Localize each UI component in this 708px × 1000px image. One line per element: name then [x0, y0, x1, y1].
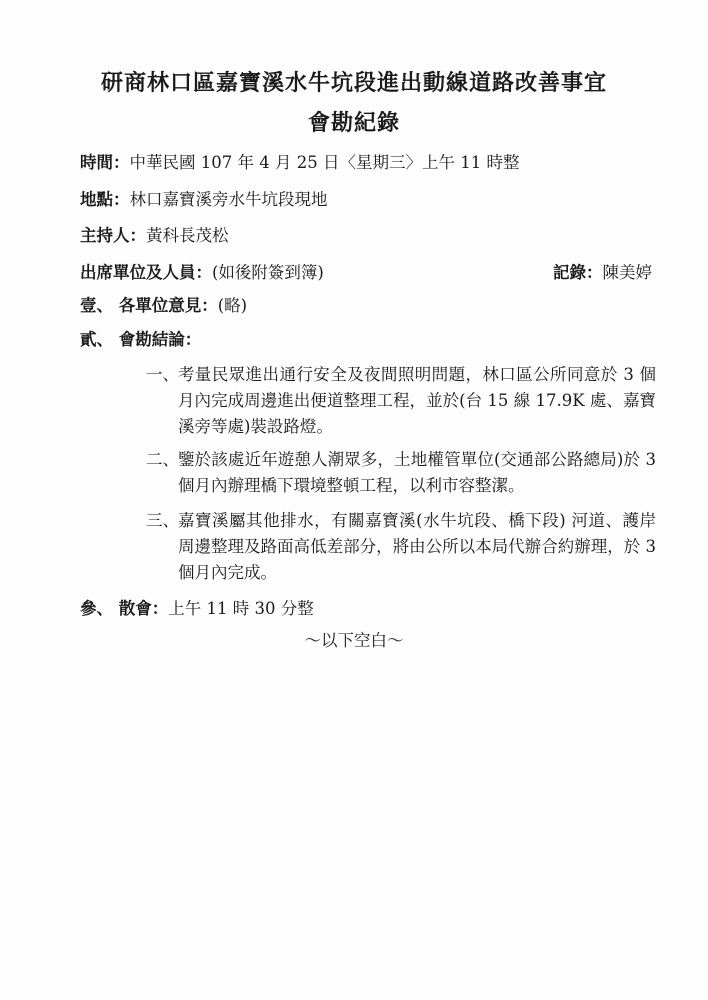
meeting-place — [80, 186, 328, 210]
document-subtitle: 會勘紀錄 — [307, 110, 400, 136]
meeting-host — [80, 222, 229, 246]
recorder-value: 陳美婷 — [602, 263, 652, 282]
section1-value: (略) — [217, 296, 248, 315]
section-opinions — [80, 292, 247, 316]
host-label: 主持人： — [80, 226, 146, 245]
conclusion-text: 考量民眾進出通行安全及夜間照明問題，林口區公所同意於 3 個月內完成周邊進出便道整理工程，並於(台 15 線 17.9K 處、嘉寶溪旁等處)裝設路燈。 — [178, 365, 656, 436]
host-value: 黃科長茂松 — [146, 226, 229, 245]
meeting-recorder — [553, 259, 652, 283]
document-title: 研商林口區嘉寶溪水牛坑段進出動線道路改善事宜 — [100, 70, 607, 96]
conclusion-number: 一、 — [146, 365, 179, 384]
conclusion-number: 三、 — [146, 511, 179, 530]
recorder-label: 記錄： — [553, 263, 603, 282]
section-conclusions — [80, 326, 201, 350]
conclusion-text: 鑒於該處近年遊憩人潮眾多，土地權管單位(交通部公路總局)於 3 個月內辦理橋下環境整頓工程，以利市容整潔。 — [178, 450, 656, 495]
section3-label: 參、 散會： — [80, 599, 169, 618]
section2-label: 貳、 會勘結論： — [80, 330, 202, 349]
conclusion-text: 嘉寶溪屬其他排水，有關嘉寶溪(水牛坑段、橋下段) 河道、護岸周邊整理及路面高低差部分，將由公所以本局代辦合約辦理，於 3 個月內完成。 — [178, 511, 656, 582]
conclusion-item — [146, 508, 656, 586]
place-value: 林口嘉寶溪旁水牛坑段現地 — [129, 190, 328, 209]
conclusion-item — [146, 362, 656, 440]
conclusion-number: 二、 — [146, 450, 179, 469]
end-mark: ～以下空白～ — [304, 631, 404, 650]
section1-label: 壹、 各單位意見： — [80, 296, 218, 315]
time-label: 時間： — [80, 153, 130, 172]
section3-value: 上午 11 時 30 分整 — [168, 599, 314, 618]
attendees-label: 出席單位及人員： — [80, 263, 212, 282]
time-value: 中華民國 107 年 4 月 25 日〈星期三〉上午 11 時整 — [129, 153, 520, 172]
meeting-attendees — [80, 259, 324, 283]
place-label: 地點： — [80, 190, 130, 209]
attendees-value: (如後附簽到簿) — [212, 263, 324, 282]
meeting-time — [80, 149, 519, 173]
section-adjourn — [80, 595, 314, 619]
conclusion-item — [146, 447, 656, 499]
